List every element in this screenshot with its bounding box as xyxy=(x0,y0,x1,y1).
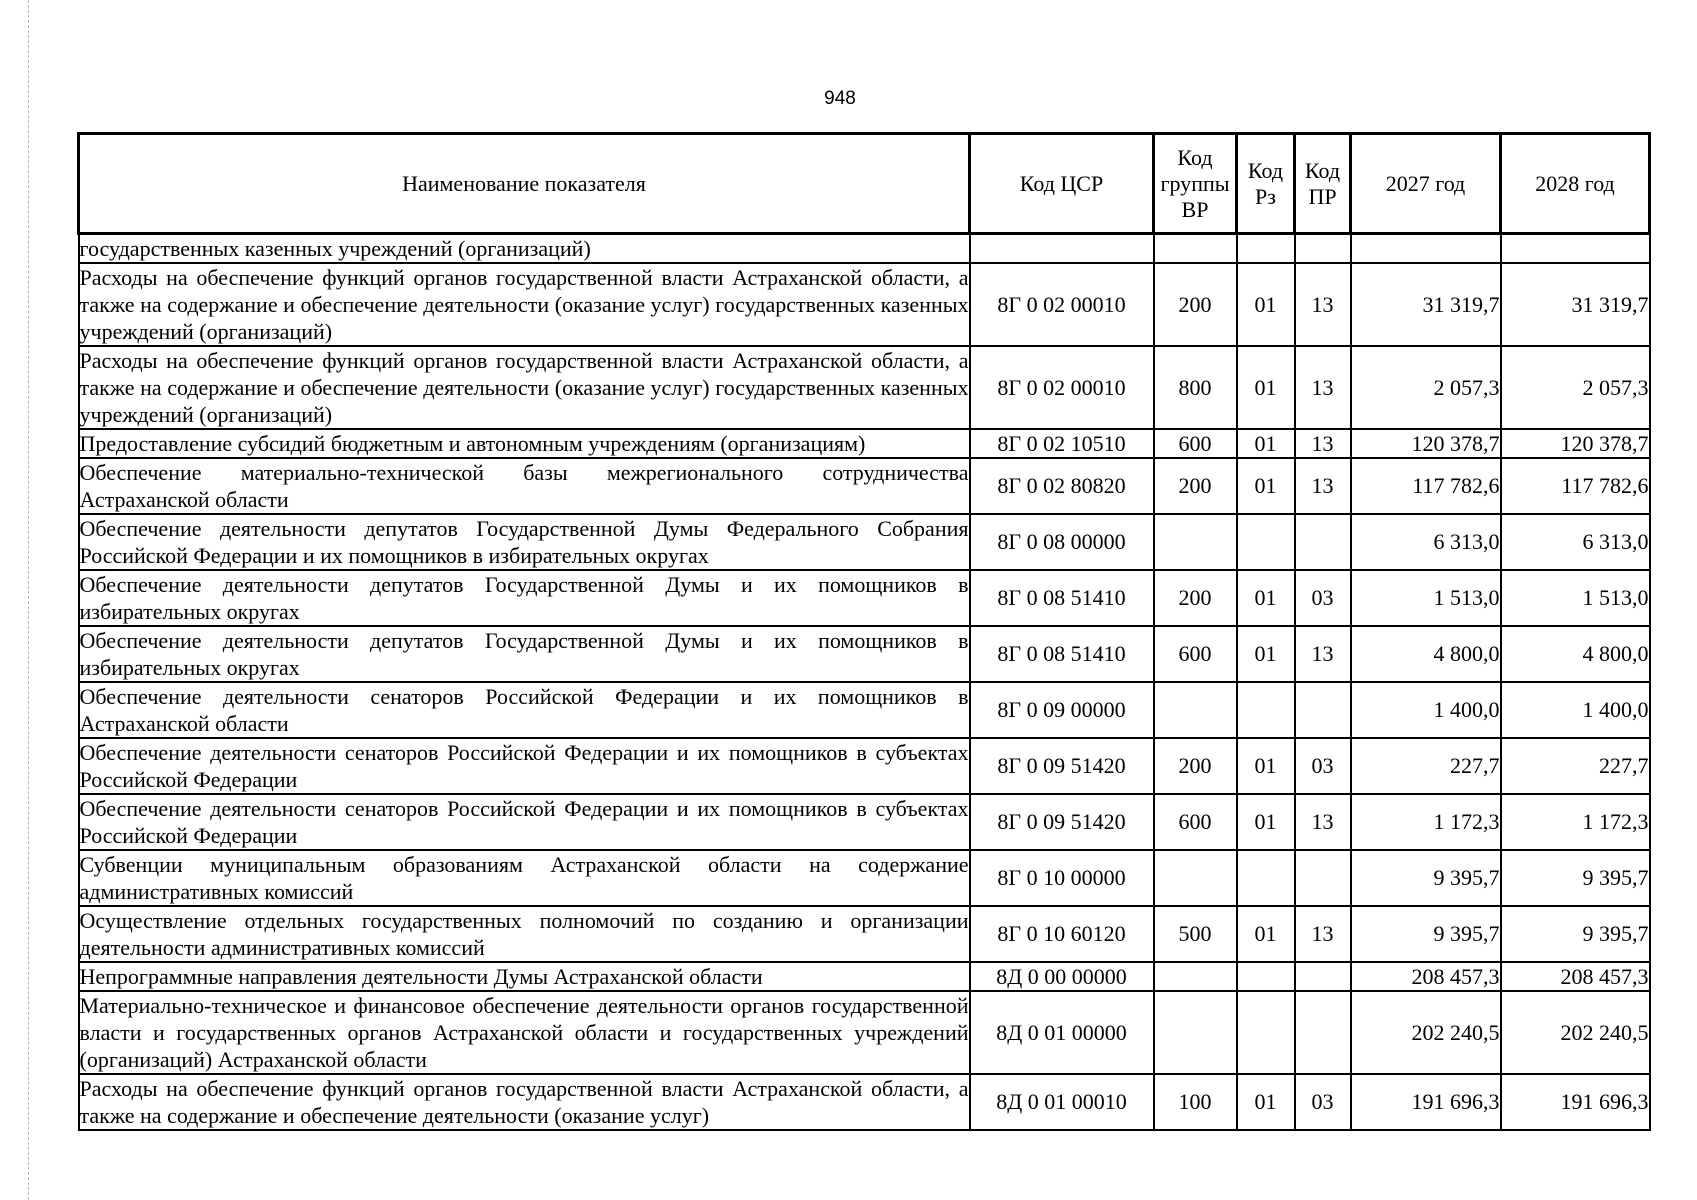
cell-vr-code: 800 xyxy=(1154,346,1237,429)
cell-name: Обеспечение деятельности депутатов Государственной Думы Федерального Собрания Российской Федерации и их помощников в избирательных округах xyxy=(79,516,969,568)
cell-amount-2028: 9 395,7 xyxy=(1501,906,1650,962)
cell-vr-code: 600 xyxy=(1154,429,1237,458)
cell-pr-code xyxy=(1295,962,1351,991)
cell-amount-2027: 208 457,3 xyxy=(1351,962,1501,991)
cell-pr-code xyxy=(1295,234,1351,264)
cell-vr-code: 100 xyxy=(1154,1074,1237,1130)
cell-name: Обеспечение деятельности депутатов Государственной Думы и их помощников в избирательных округах xyxy=(79,572,969,624)
cell-csr-code: 8Д 0 00 00000 xyxy=(970,962,1154,991)
cell-pr-code: 13 xyxy=(1295,906,1351,962)
cell-vr-code: 200 xyxy=(1154,570,1237,626)
cell-csr-code: 8Г 0 02 10510 xyxy=(970,429,1154,458)
table-row xyxy=(79,906,1650,962)
table-row xyxy=(79,570,1650,626)
cell-pr-code: 03 xyxy=(1295,1074,1351,1130)
cell-rz-code: 01 xyxy=(1237,346,1295,429)
header-year-2027: 2027 год xyxy=(1351,134,1501,234)
cell-amount-2028 xyxy=(1501,234,1650,264)
cell-csr-code: 8Г 0 02 00010 xyxy=(970,346,1154,429)
cell-rz-code: 01 xyxy=(1237,458,1295,514)
cell-amount-2028: 1 400,0 xyxy=(1501,682,1650,738)
cell-amount-2028: 117 782,6 xyxy=(1501,458,1650,514)
cell-amount-2028: 202 240,5 xyxy=(1501,991,1650,1074)
header-vr-code: Код группы ВР xyxy=(1154,134,1237,234)
cell-vr-code xyxy=(1154,850,1237,906)
cell-csr-code xyxy=(970,234,1154,264)
cell-pr-code: 03 xyxy=(1295,570,1351,626)
table-row xyxy=(79,458,1650,514)
cell-vr-code xyxy=(1154,234,1237,264)
table-body xyxy=(79,234,1650,1131)
cell-csr-code: 8Г 0 10 60120 xyxy=(970,906,1154,962)
table-row xyxy=(79,234,1650,264)
table-row xyxy=(79,263,1650,346)
cell-rz-code: 01 xyxy=(1237,794,1295,850)
cell-vr-code: 200 xyxy=(1154,738,1237,794)
cell-pr-code: 13 xyxy=(1295,429,1351,458)
cell-pr-code xyxy=(1295,514,1351,570)
page-number: 948 xyxy=(824,88,856,109)
cell-amount-2027: 117 782,6 xyxy=(1351,458,1501,514)
table-row xyxy=(79,962,1650,991)
cell-name: Обеспечение деятельности сенаторов Российской Федерации и их помощников в субъектах Российской Федерации xyxy=(79,796,969,848)
cell-amount-2027: 4 800,0 xyxy=(1351,626,1501,682)
cell-amount-2027: 1 172,3 xyxy=(1351,794,1501,850)
cell-amount-2028: 227,7 xyxy=(1501,738,1650,794)
cell-amount-2027: 1 513,0 xyxy=(1351,570,1501,626)
cell-amount-2028: 9 395,7 xyxy=(1501,850,1650,906)
cell-rz-code xyxy=(1237,962,1295,991)
cell-name: государственных казенных учреждений (организаций) xyxy=(79,234,970,264)
cell-vr-code xyxy=(1154,991,1237,1074)
cell-pr-code: 13 xyxy=(1295,346,1351,429)
header-rz-code: Код Рз xyxy=(1237,134,1295,234)
cell-csr-code: 8Г 0 08 00000 xyxy=(970,514,1154,570)
cell-rz-code: 01 xyxy=(1237,263,1295,346)
cell-amount-2027: 202 240,5 xyxy=(1351,991,1501,1074)
table-row xyxy=(79,1074,1650,1130)
cell-pr-code xyxy=(1295,850,1351,906)
cell-rz-code: 01 xyxy=(1237,626,1295,682)
table-row xyxy=(79,429,1650,458)
cell-name: Осуществление отдельных государственных полномочий по созданию и организации деятельности административных комиссий xyxy=(79,908,969,960)
cell-amount-2028: 191 696,3 xyxy=(1501,1074,1650,1130)
binding-margin-line xyxy=(28,0,30,1200)
table-row xyxy=(79,850,1650,906)
cell-name: Материально-техническое и финансовое обеспечение деятельности органов государственной власти и государственных органов Астраханской области и государственных учреждений (организаций) Астраханской области xyxy=(79,993,969,1072)
table-row xyxy=(79,991,1650,1074)
table-row xyxy=(79,738,1650,794)
cell-vr-code: 600 xyxy=(1154,626,1237,682)
budget-table xyxy=(77,132,1651,1131)
cell-csr-code: 8Д 0 01 00000 xyxy=(970,991,1154,1074)
cell-pr-code: 13 xyxy=(1295,626,1351,682)
cell-vr-code: 200 xyxy=(1154,458,1237,514)
cell-name: Предоставление субсидий бюджетным и автономным учреждениям (организациям) xyxy=(79,429,970,458)
cell-amount-2027: 9 395,7 xyxy=(1351,906,1501,962)
cell-rz-code: 01 xyxy=(1237,738,1295,794)
cell-csr-code: 8Г 0 02 00010 xyxy=(970,263,1154,346)
cell-pr-code xyxy=(1295,991,1351,1074)
cell-rz-code: 01 xyxy=(1237,1074,1295,1130)
table-row xyxy=(79,794,1650,850)
cell-name: Обеспечение деятельности сенаторов Российской Федерации и их помощников в субъектах Российской Федерации xyxy=(79,740,969,792)
cell-amount-2028: 31 319,7 xyxy=(1501,263,1650,346)
cell-amount-2028: 120 378,7 xyxy=(1501,429,1650,458)
cell-amount-2027: 31 319,7 xyxy=(1351,263,1501,346)
cell-csr-code: 8Д 0 01 00010 xyxy=(970,1074,1154,1130)
cell-pr-code: 13 xyxy=(1295,263,1351,346)
cell-rz-code xyxy=(1237,514,1295,570)
cell-csr-code: 8Г 0 08 51410 xyxy=(970,626,1154,682)
cell-name: Расходы на обеспечение функций органов государственной власти Астраханской области, а также на содержание и обеспечение деятельности (оказание услуг) xyxy=(79,1076,969,1128)
cell-pr-code: 13 xyxy=(1295,458,1351,514)
cell-csr-code: 8Г 0 10 00000 xyxy=(970,850,1154,906)
header-year-2028: 2028 год xyxy=(1501,134,1650,234)
cell-rz-code: 01 xyxy=(1237,429,1295,458)
table-row xyxy=(79,682,1650,738)
table-row xyxy=(79,514,1650,570)
cell-amount-2028: 6 313,0 xyxy=(1501,514,1650,570)
cell-vr-code: 200 xyxy=(1154,263,1237,346)
cell-amount-2028: 2 057,3 xyxy=(1501,346,1650,429)
cell-rz-code xyxy=(1237,991,1295,1074)
table-header-row xyxy=(79,134,1650,234)
cell-amount-2027: 6 313,0 xyxy=(1351,514,1501,570)
cell-vr-code xyxy=(1154,962,1237,991)
cell-csr-code: 8Г 0 09 00000 xyxy=(970,682,1154,738)
cell-vr-code: 600 xyxy=(1154,794,1237,850)
cell-rz-code: 01 xyxy=(1237,570,1295,626)
cell-amount-2027: 120 378,7 xyxy=(1351,429,1501,458)
cell-rz-code xyxy=(1237,234,1295,264)
cell-csr-code: 8Г 0 09 51420 xyxy=(970,794,1154,850)
cell-rz-code: 01 xyxy=(1237,906,1295,962)
cell-name: Обеспечение деятельности депутатов Государственной Думы и их помощников в избирательных округах xyxy=(79,628,969,680)
cell-amount-2028: 4 800,0 xyxy=(1501,626,1650,682)
cell-pr-code: 13 xyxy=(1295,794,1351,850)
table-row xyxy=(79,626,1650,682)
table-row xyxy=(79,346,1650,429)
cell-name: Непрограммные направления деятельности Думы Астраханской области xyxy=(79,962,970,991)
cell-amount-2028: 208 457,3 xyxy=(1501,962,1650,991)
cell-vr-code: 500 xyxy=(1154,906,1237,962)
header-pr-code: Код ПР xyxy=(1295,134,1351,234)
header-csr-code: Код ЦСР xyxy=(970,134,1154,234)
cell-pr-code xyxy=(1295,682,1351,738)
cell-rz-code xyxy=(1237,682,1295,738)
cell-amount-2028: 1 172,3 xyxy=(1501,794,1650,850)
cell-csr-code: 8Г 0 08 51410 xyxy=(970,570,1154,626)
cell-name: Субвенции муниципальным образованиям Астраханской области на содержание административных комиссий xyxy=(79,852,969,904)
cell-vr-code xyxy=(1154,682,1237,738)
cell-amount-2027: 191 696,3 xyxy=(1351,1074,1501,1130)
cell-amount-2027: 1 400,0 xyxy=(1351,682,1501,738)
cell-amount-2027: 227,7 xyxy=(1351,738,1501,794)
header-name: Наименование показателя xyxy=(79,134,970,234)
cell-vr-code xyxy=(1154,514,1237,570)
cell-amount-2028: 1 513,0 xyxy=(1501,570,1650,626)
cell-pr-code: 03 xyxy=(1295,738,1351,794)
cell-name: Обеспечение материально-технической базы межрегионального сотрудничества Астраханской области xyxy=(79,460,969,512)
cell-csr-code: 8Г 0 02 80820 xyxy=(970,458,1154,514)
cell-amount-2027 xyxy=(1351,234,1501,264)
cell-name: Обеспечение деятельности сенаторов Российской Федерации и их помощников в Астраханской области xyxy=(79,684,969,736)
cell-amount-2027: 2 057,3 xyxy=(1351,346,1501,429)
cell-rz-code xyxy=(1237,850,1295,906)
cell-name: Расходы на обеспечение функций органов государственной власти Астраханской области, а также на содержание и обеспечение деятельности (оказание услуг) государственных казенных учреждений (организаций) xyxy=(79,265,969,344)
cell-name: Расходы на обеспечение функций органов государственной власти Астраханской области, а также на содержание и обеспечение деятельности (оказание услуг) государственных казенных учреждений (организаций) xyxy=(79,348,969,427)
cell-amount-2027: 9 395,7 xyxy=(1351,850,1501,906)
cell-csr-code: 8Г 0 09 51420 xyxy=(970,738,1154,794)
